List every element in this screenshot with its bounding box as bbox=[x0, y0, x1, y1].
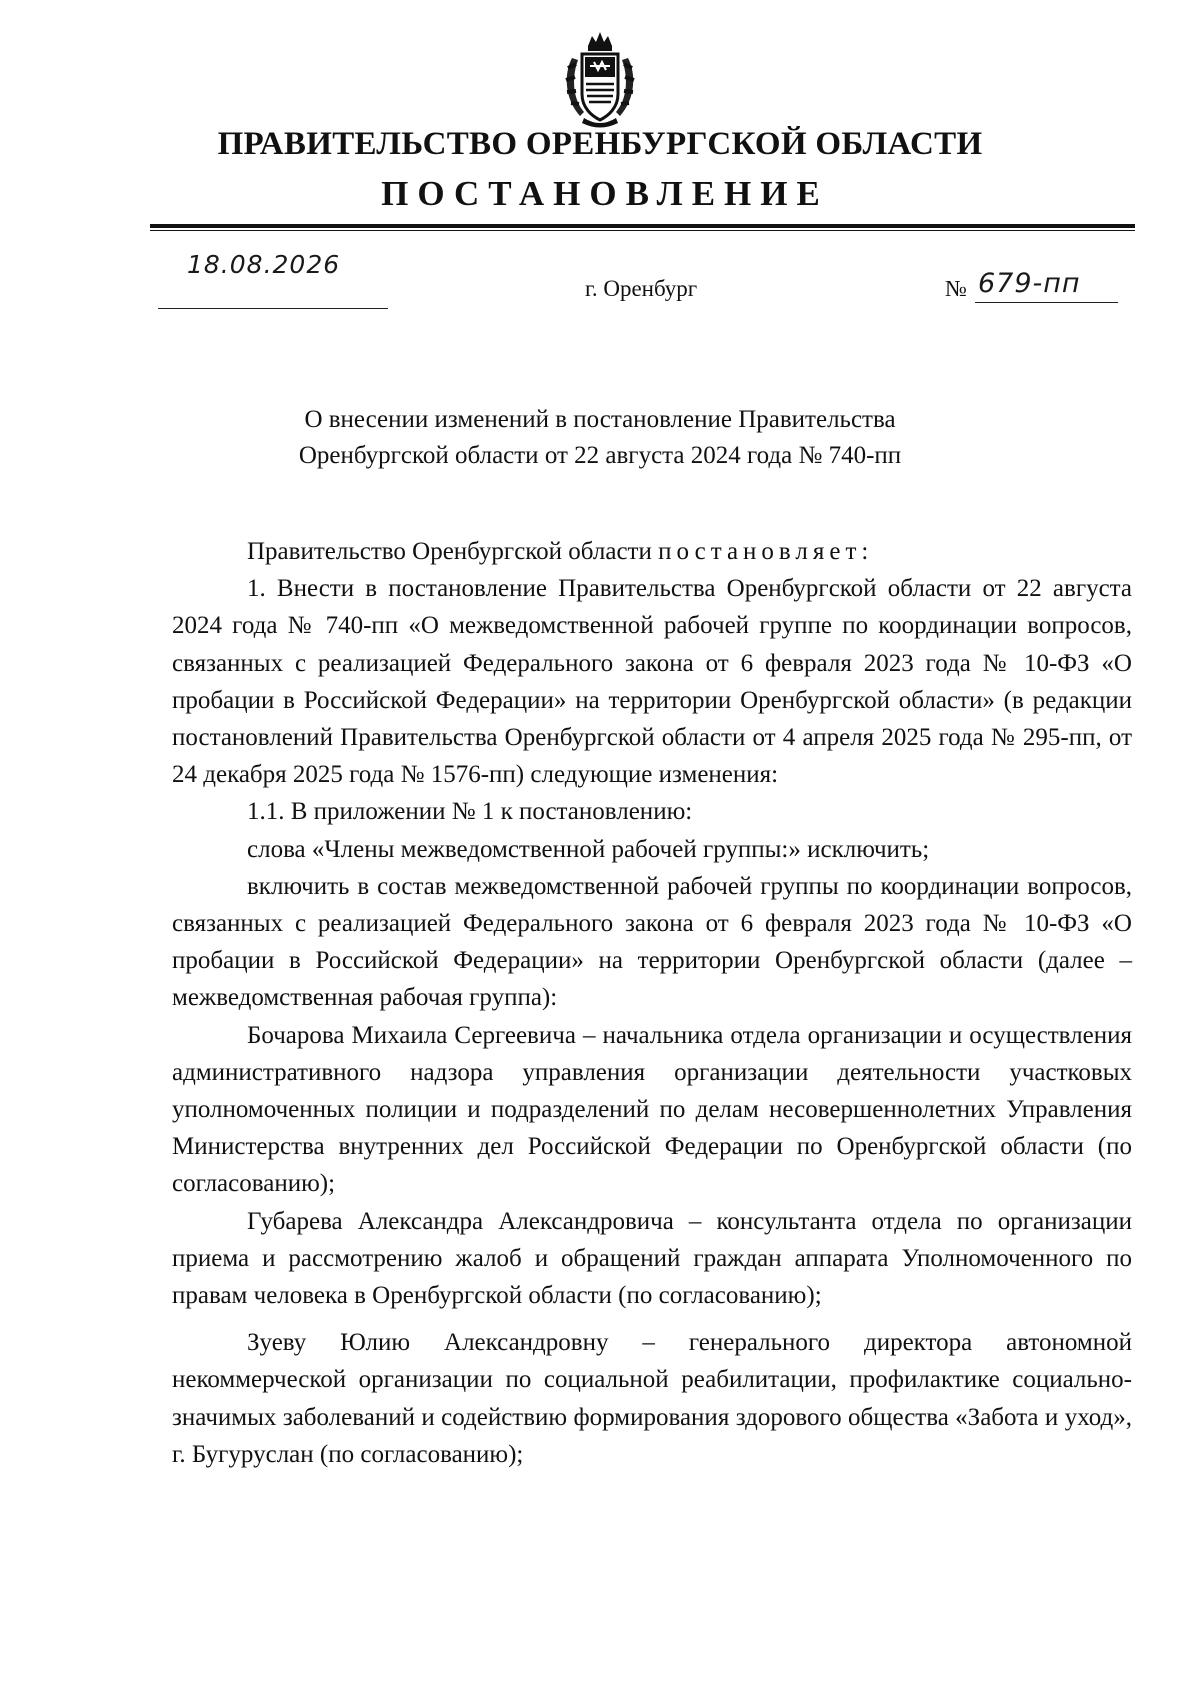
member-zueva: Зуеву Юлию Александровну – генерального директора автономной некоммерческой организации по социальной реабилитации, профилактике социально-значимых заболеваний и содействию формирования здорового общества «Забота и уход», г. Бугуруслан (по согласованию); bbox=[172, 1329, 1132, 1468]
document-subject bbox=[0, 402, 1200, 474]
date-underline bbox=[158, 308, 388, 309]
number-underline bbox=[975, 302, 1118, 303]
document-body bbox=[172, 533, 1132, 1473]
paragraph-1-1: 1.1. В приложении № 1 к постановлению: bbox=[247, 798, 693, 826]
document-number: 679-пп bbox=[978, 268, 1081, 299]
intro-prefix: Правительство Оренбургской области bbox=[247, 538, 659, 565]
document-number-label: № bbox=[945, 276, 967, 301]
document-type-title: ПОСТАНОВЛЕНИЕ bbox=[381, 174, 829, 213]
document-date: 18.08.2026 bbox=[187, 250, 341, 279]
member-gubarev: Губарева Александра Александровича – консультанта отдела по организации приема и рассмотрению жалоб и обращений граждан аппарата Уполномоченного по правам человека в Оренбургской области (по согласованию); bbox=[172, 1207, 1132, 1310]
subject-line-2: Оренбургской области от 22 августа 2024 года № 740-пп bbox=[298, 442, 902, 469]
header-divider-thick bbox=[150, 224, 1135, 228]
intro-resolves: постановляет bbox=[658, 538, 862, 565]
coat-of-arms-emblem bbox=[558, 28, 642, 128]
intro-suffix: : bbox=[861, 538, 869, 565]
paragraph-include: включить в состав межведомственной рабочей группы по координации вопросов, связанных с реализацией Федерального закона от 6 февраля 2023 года № 10-ФЗ «О пробации в Российской Федерации» на территории Оренбургской области (далее – межведомственная рабочая группа): bbox=[172, 872, 1132, 1012]
document-city: г. Оренбург bbox=[585, 276, 698, 301]
member-bocharov: Бочарова Михаила Сергеевича – начальника отдела организации и осуществления административного надзора управления организации деятельности участковых уполномоченных полиции и подразделений по делам несовершеннолетних Управления Министерства внутренних дел Российской Федерации по Оренбургской области (по согласованию); bbox=[172, 1021, 1132, 1198]
header-divider-thin bbox=[150, 230, 1135, 231]
subject-line-1: О внесении изменений в постановление Правительства bbox=[304, 406, 896, 433]
paragraph-exclude-words: слова «Члены межведомственной рабочей группы:» исключить; bbox=[247, 835, 930, 863]
organization-title: ПРАВИТЕЛЬСТВО ОРЕНБУРГСКОЙ ОБЛАСТИ bbox=[217, 126, 983, 162]
resolution-intro bbox=[172, 533, 1132, 570]
paragraph-1: 1. Внести в постановление Правительства Оренбургской области от 22 августа 2024 года № 740-пп «О межведомственной рабочей группе по координации вопросов, связанных с реализацией Федерального закона от 6 февраля 2023 года № 10-ФЗ «О пробации в Российской Федерации» на территории Оренбургской области» (в редакции постановлений Правительства Оренбургской области от 4 апреля 2025 года № 295-пп, от 24 декабря 2025 года № 1576-пп) следующие изменения: bbox=[172, 575, 1132, 789]
